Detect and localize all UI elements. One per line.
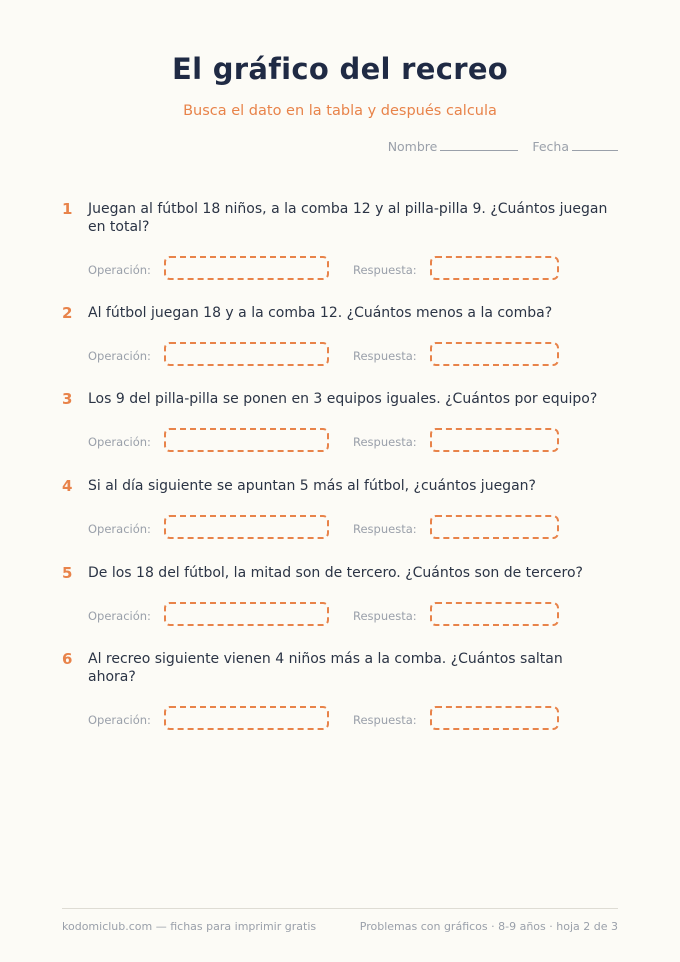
answer-box[interactable] — [430, 706, 559, 730]
operation-label: Operación: — [88, 349, 151, 363]
footer-sheet-info: Problemas con gráficos · 8-9 años · hoja 2 de 3 — [359, 920, 618, 933]
operation-label: Operación: — [88, 435, 151, 449]
question-number: 6 — [62, 650, 73, 668]
name-label: Nombre — [387, 139, 438, 154]
footer-site: kodomiclub.com — fichas para imprimir gratis — [62, 920, 317, 933]
date-label: Fecha — [532, 139, 569, 154]
answer-label: Respuesta: — [353, 263, 417, 277]
operation-box[interactable] — [164, 342, 329, 366]
operation-label: Operación: — [88, 609, 151, 623]
answer-label: Respuesta: — [353, 435, 417, 449]
answer-label: Respuesta: — [353, 713, 417, 727]
answer-box[interactable] — [430, 515, 559, 539]
answer-row — [62, 706, 622, 734]
operation-box[interactable] — [164, 602, 329, 626]
answer-label: Respuesta: — [353, 349, 417, 363]
question-text: De los 18 del fútbol, la mitad son de tercero. ¿Cuántos son de tercero? — [88, 565, 583, 581]
footer-divider — [62, 908, 618, 909]
answer-row — [62, 602, 622, 630]
question-number: 3 — [62, 390, 73, 408]
name-line[interactable] — [440, 140, 518, 151]
question-number: 5 — [62, 564, 73, 582]
answer-row — [62, 256, 622, 284]
answer-row — [62, 515, 622, 543]
answer-box[interactable] — [430, 602, 559, 626]
operation-box[interactable] — [164, 706, 329, 730]
operation-label: Operación: — [88, 522, 151, 536]
answer-row — [62, 342, 622, 370]
answer-label: Respuesta: — [353, 609, 417, 623]
question-number: 2 — [62, 304, 73, 322]
operation-box[interactable] — [164, 515, 329, 539]
question-number: 1 — [62, 200, 73, 218]
name-date-fields — [388, 139, 618, 154]
question-text: Al fútbol juegan 18 y a la comba 12. ¿Cuántos menos a la comba? — [88, 305, 553, 321]
question-number: 4 — [62, 477, 73, 495]
operation-label: Operación: — [88, 263, 151, 277]
operation-box[interactable] — [164, 428, 329, 452]
answer-box[interactable] — [430, 256, 559, 280]
question-text: Juegan al fútbol 18 niños, a la comba 12 y al pilla-pilla 9. ¿Cuántos juegan en total? — [88, 201, 608, 235]
operation-box[interactable] — [164, 256, 329, 280]
question-text: Al recreo siguiente vienen 4 niños más a la comba. ¿Cuántos saltan ahora? — [88, 651, 563, 685]
answer-label: Respuesta: — [353, 522, 417, 536]
answer-box[interactable] — [430, 428, 559, 452]
page-title: El gráfico del recreo — [171, 52, 509, 86]
operation-label: Operación: — [88, 713, 151, 727]
answer-box[interactable] — [430, 342, 559, 366]
date-line[interactable] — [572, 140, 618, 151]
page-subtitle: Busca el dato en la tabla y después calcula — [183, 103, 497, 119]
question-text: Si al día siguiente se apuntan 5 más al fútbol, ¿cuántos juegan? — [88, 478, 536, 494]
question-text: Los 9 del pilla-pilla se ponen en 3 equipos iguales. ¿Cuántos por equipo? — [88, 391, 598, 407]
answer-row — [62, 428, 622, 456]
